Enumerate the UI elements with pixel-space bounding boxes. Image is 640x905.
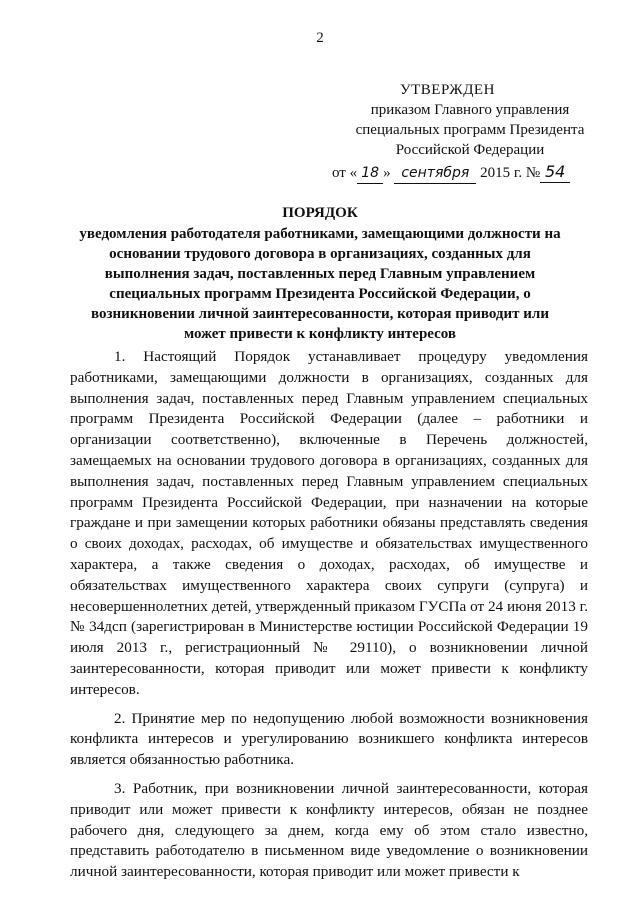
date-mid: »: [383, 165, 391, 181]
date-year: 2015 г. №: [480, 165, 541, 181]
handwritten-month: сентября: [394, 163, 476, 184]
approval-date: [332, 162, 620, 184]
page-number: 2: [316, 30, 324, 46]
title-subtitle: уведомления работодателя работниками, замещающими должности на основании трудового договора в организациях, созданных для выполнения задач, поставленных перед Главным управлением специальных программ Президента Российской Федерации, о возникновении личной заинтересованности, которая приводит или может привести к конфликту интересов: [79, 226, 561, 342]
date-prefix: от «: [332, 165, 358, 181]
document-body: [70, 347, 588, 891]
paragraph: 2. Принятие мер по недопущению любой возможности возникновения конфликта интересов и урегулированию возникшего конфликта интересов является обязанностью работника.: [70, 709, 588, 769]
handwritten-day: 18: [357, 163, 383, 184]
approval-heading: УТВЕРЖДЕН: [400, 82, 495, 98]
approval-line: специальных программ Президента: [355, 122, 585, 138]
paragraph: 1. Настоящий Порядок устанавливает процедуру уведомления работниками, замещающими должности в организациях, созданных для выполнения задач, поставленных перед Главным управлением специальных программ Президента Российской Федерации (далее – работники и организации соответственно), включенные в Перечень должностей, замещаемых на основании трудового договора в организациях, созданных для выполнения задач, поставленных перед Главным управлением специальных программ Президента Российской Федерации, при назначении на которые граждане и при замещении которых работники обязаны представлять сведения о своих доходах, расходах, об имуществе и обязательствах имущественного характера, а также сведения о доходах, расходах, об имуществе и обязательствах имущественного характера своих супруги (супруга) и несовершеннолетних детей, утвержденный приказом ГУСПа от 24 июня 2013 г. № 34дсп (зарегистрирован в Министерстве юстиции Российской Федерации 19 июля 2013 г., регистрационный № 29110), о возникновении личной заинтересованности, которая приводит или может привести к конфликту интересов.: [70, 348, 588, 698]
paragraph: 3. Работник, при возникновении личной заинтересованности, которая приводит или может привести к конфликту интересов, обязан не позднее рабочего дня, следующего за днем, когда ему об этом стало известно, представить работодателю в письменном виде уведомление о возникновении личной заинтересованности, которая приводит или может привести к: [70, 779, 588, 881]
title-heading: ПОРЯДОК: [282, 205, 358, 221]
approval-line: Российской Федерации: [395, 142, 545, 158]
approval-block: [320, 80, 620, 184]
approval-line: приказом Главного управления: [370, 102, 570, 118]
document-title: [70, 203, 570, 344]
handwritten-number: 54: [540, 162, 570, 183]
